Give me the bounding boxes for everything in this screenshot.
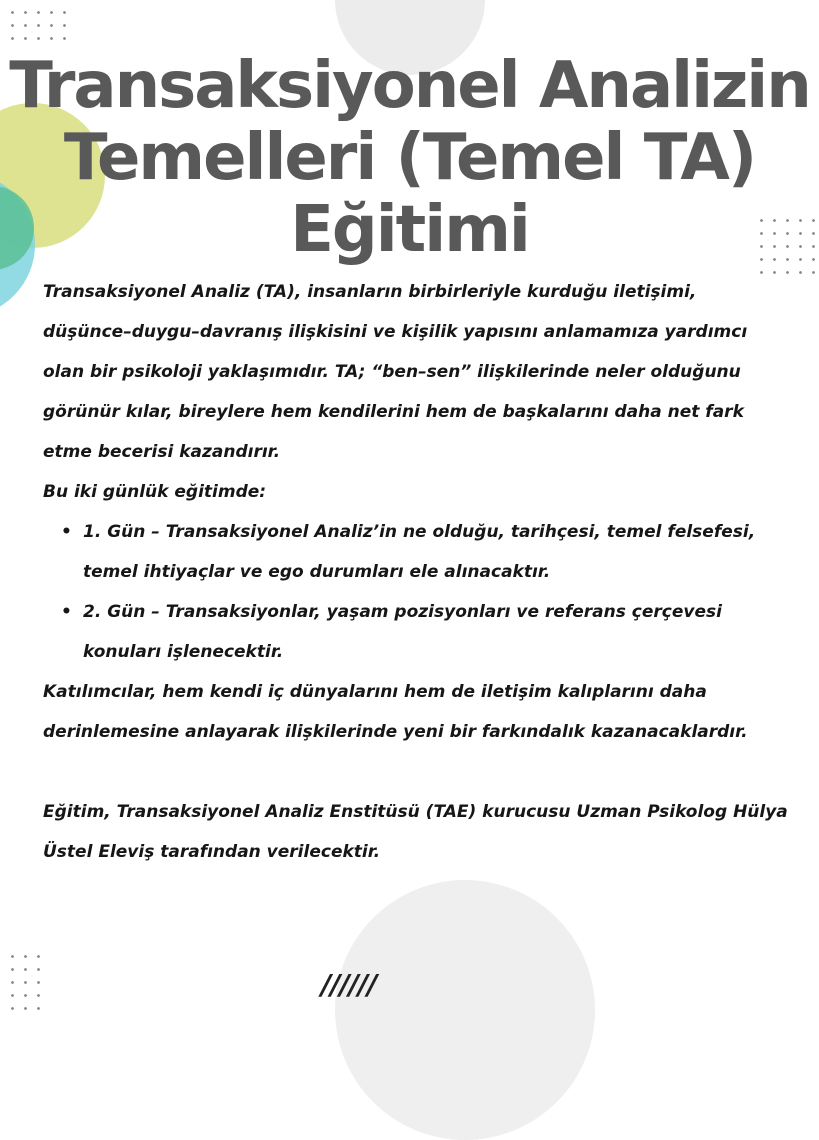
decorative-dot-grid-top-left — [6, 6, 76, 46]
intro-paragraph: Transaksiyonel Analiz (TA), insanların birbirleriyle kurduğu iletişimi, düşünce–duygu–davranış ilişkisini ve kişilik yapısını anlamamıza yardımcı olan bir psikoloji yaklaşımıdır. TA; “ben–sen” ilişkilerinde neler olduğunu görünür kılar, bireylere hem kendilerini hem de başkalarını daha net fark etme becerisi kazandırır. — [43, 282, 748, 462]
program-item-text: 1. Gün – Transaksiyonel Analiz’in ne olduğu, tarihçesi, temel felsefesi, temel ihtiyaçlar ve ego durumları ele alınacaktır. — [83, 522, 756, 582]
program-heading: Bu iki günlük eğitimde: — [43, 482, 267, 502]
program-item-text: 2. Gün – Transaksiyonlar, yaşam pozisyonları ve referans çerçevesi konuları işlenecektir. — [83, 602, 722, 662]
trainer-paragraph: Eğitim, Transaksiyonel Analiz Enstitüsü (TAE) kurucusu Uzman Psikolog Hülya Üstel Eleviş tarafından verilecektir. — [43, 802, 788, 862]
outcome-paragraph: Katılımcılar, hem kendi iç dünyalarını hem de iletişim kalıplarını daha derinlemesine anlayarak ilişkilerinde yeni bir farkındalık kazanacaklardır. — [43, 682, 748, 742]
program-list-item — [61, 512, 788, 592]
bullet-icon: • — [61, 602, 72, 622]
bullet-icon: • — [61, 522, 72, 542]
decorative-grey-circle-bottom — [335, 880, 595, 1140]
title-line-1: Transaksiyonel Analizin — [9, 49, 810, 123]
paragraph-spacer — [43, 752, 788, 792]
title-line-3: Eğitimi — [290, 193, 529, 267]
title-line-2: Temelleri (Temel TA) — [63, 121, 756, 195]
page-title — [0, 50, 819, 266]
body-content — [43, 272, 788, 872]
program-list-item — [61, 592, 788, 672]
footer-slash-mark: ////// — [321, 968, 377, 1001]
program-list — [43, 512, 788, 672]
decorative-dot-grid-bottom-left — [6, 950, 40, 1020]
